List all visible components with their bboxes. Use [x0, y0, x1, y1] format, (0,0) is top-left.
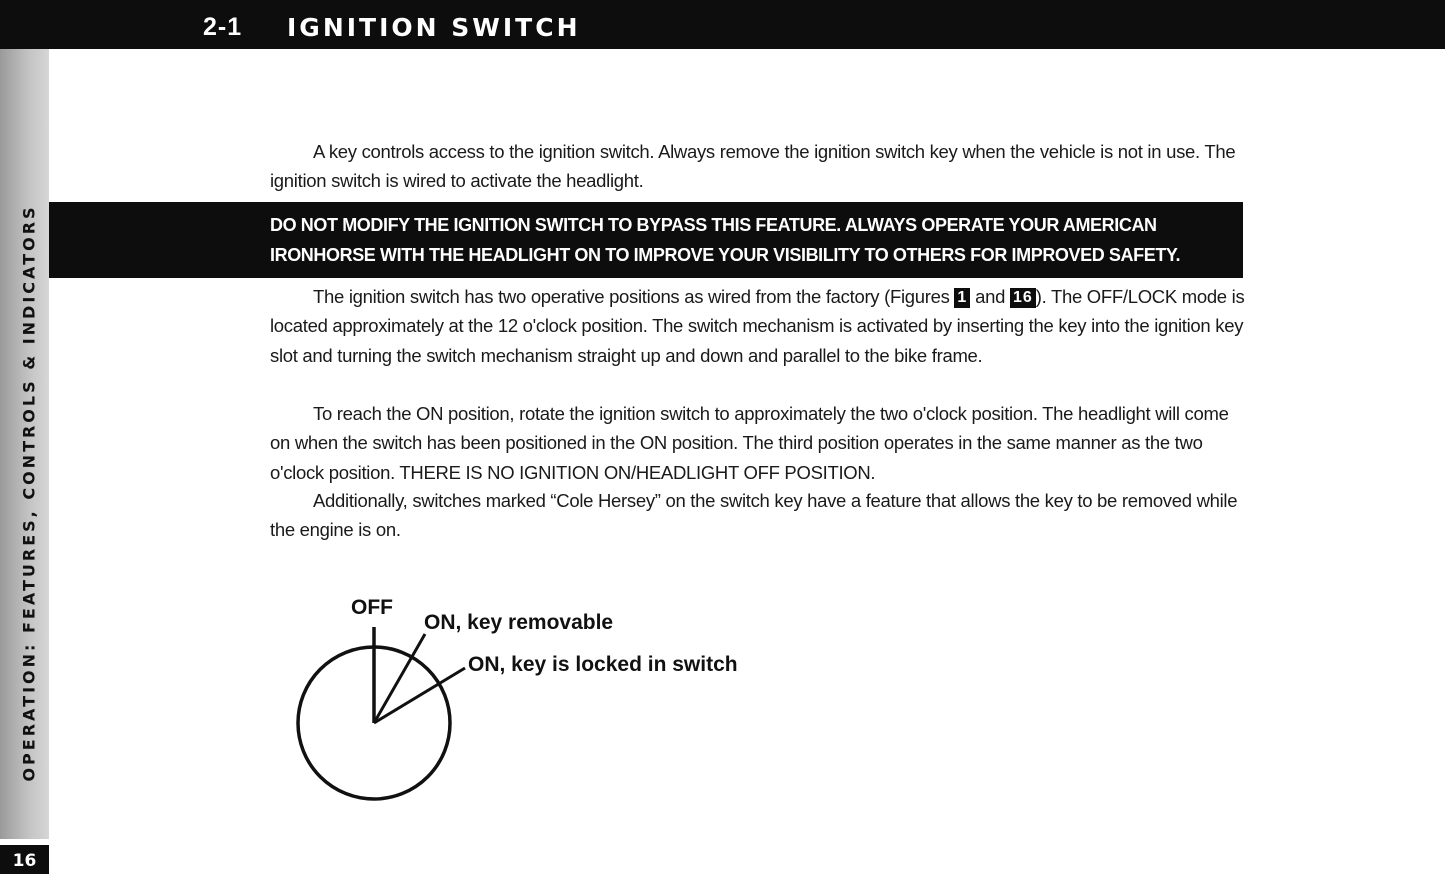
side-tab-label: OPERATION: FEATURES, CONTROLS & INDICATORS	[19, 204, 39, 782]
label-on-key-locked: ON, key is locked in switch	[468, 653, 738, 676]
paragraph-on-position: To reach the ON position, rotate the ignition switch to approximately the two o'clock position. The headlight will come on when the switch has been positioned in the ON position. The third position operates in the same manner as the two o'clock position. THERE IS NO IGNITION ON/HEADLIGHT OFF POSITION.	[270, 403, 1229, 483]
label-off: OFF	[351, 596, 393, 619]
side-tab	[0, 49, 49, 839]
paragraph-switch-positions	[270, 282, 1245, 370]
warning-box	[49, 202, 1243, 278]
paragraph-text: ). The OFF/LOCK mode is located approximately at the 12 o'clock position. The switch mechanism is activated by inserting the key into the ignition key slot and turning the switch mechanism straight up and down and parallel to the bike frame.	[270, 286, 1245, 366]
section-number: 2-1	[203, 13, 243, 41]
page-number-box	[0, 845, 49, 874]
page-number: 16	[12, 851, 37, 871]
figure-reference: 16	[1010, 288, 1036, 308]
section-title: IGNITION SWITCH	[287, 13, 581, 42]
paragraph-key-access: A key controls access to the ignition switch. Always remove the ignition switch key when the vehicle is not in use. The ignition switch is wired to activate the headlight.	[270, 141, 1236, 192]
header-bar	[0, 0, 1445, 49]
paragraph-text: and	[970, 286, 1010, 307]
paragraph-cole-hersey: Additionally, switches marked “Cole Hersey” on the switch key have a feature that allows the key to be removed while the engine is on.	[270, 490, 1238, 541]
on-locked-pointer	[374, 668, 465, 723]
warning-text: DO NOT MODIFY THE IGNITION SWITCH TO BYPASS THIS FEATURE. ALWAYS OPERATE YOUR AMERICAN IRONHORSE WITH THE HEADLIGHT ON TO IMPROVE YOUR VISIBILITY TO OTHERS FOR IMPROVED SAFETY.	[270, 215, 1181, 265]
paragraph-text: The ignition switch has two operative positions as wired from the factory (Figures	[313, 286, 955, 307]
label-on-key-removable: ON, key removable	[424, 611, 614, 634]
figure-reference: 1	[954, 288, 970, 308]
